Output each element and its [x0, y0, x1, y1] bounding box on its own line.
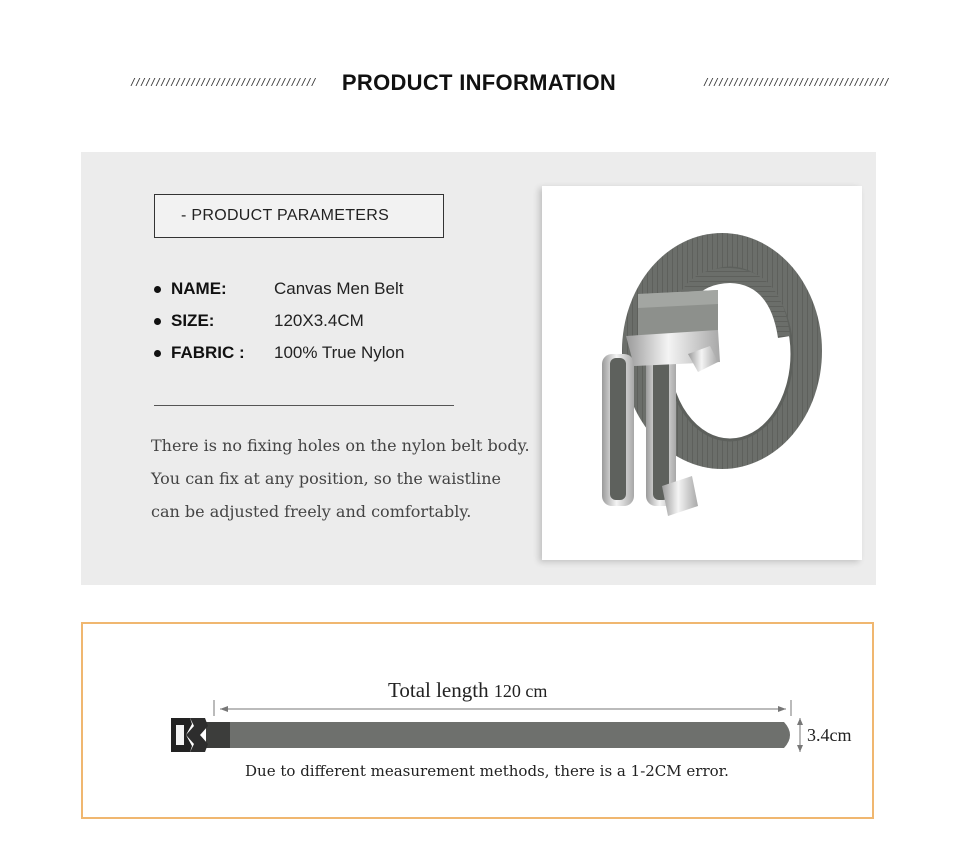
description-line: can be adjusted freely and comfortably.: [151, 502, 472, 521]
spec-value: Canvas Men Belt: [274, 279, 404, 298]
arrow-right-icon: [778, 706, 786, 712]
description-line: There is no fixing holes on the nylon belt body.: [151, 436, 530, 455]
description-line: You can fix at any position, so the waistline: [151, 469, 501, 488]
spec-key: NAME:: [171, 279, 227, 298]
buckle-icon: [171, 718, 208, 752]
total-length-value: 120 cm: [493, 681, 548, 701]
measurement-note: Due to different measurement methods, there is a 1-2CM error.: [245, 762, 729, 780]
spec-key: SIZE:: [171, 311, 215, 330]
spec-key: FABRIC :: [171, 343, 245, 362]
belt-strap: [226, 722, 790, 748]
spec-value: 120X3.4CM: [274, 311, 364, 330]
belt-strap-end: [206, 722, 230, 748]
arrow-left-icon: [220, 706, 228, 712]
arrow-up-icon: [797, 718, 803, 725]
header-decoration-right: /////////////////////////////////////: [703, 77, 889, 88]
arrow-down-icon: [797, 745, 803, 752]
header-decoration-left: /////////////////////////////////////: [130, 77, 316, 88]
width-label: 3.4cm: [807, 725, 852, 745]
product-parameters-box: - PRODUCT PARAMETERS: [154, 194, 444, 238]
spec-value: 100% True Nylon: [274, 343, 405, 362]
page-title: PRODUCT INFORMATION: [341, 70, 617, 95]
total-length-text: Total length: [388, 678, 489, 702]
